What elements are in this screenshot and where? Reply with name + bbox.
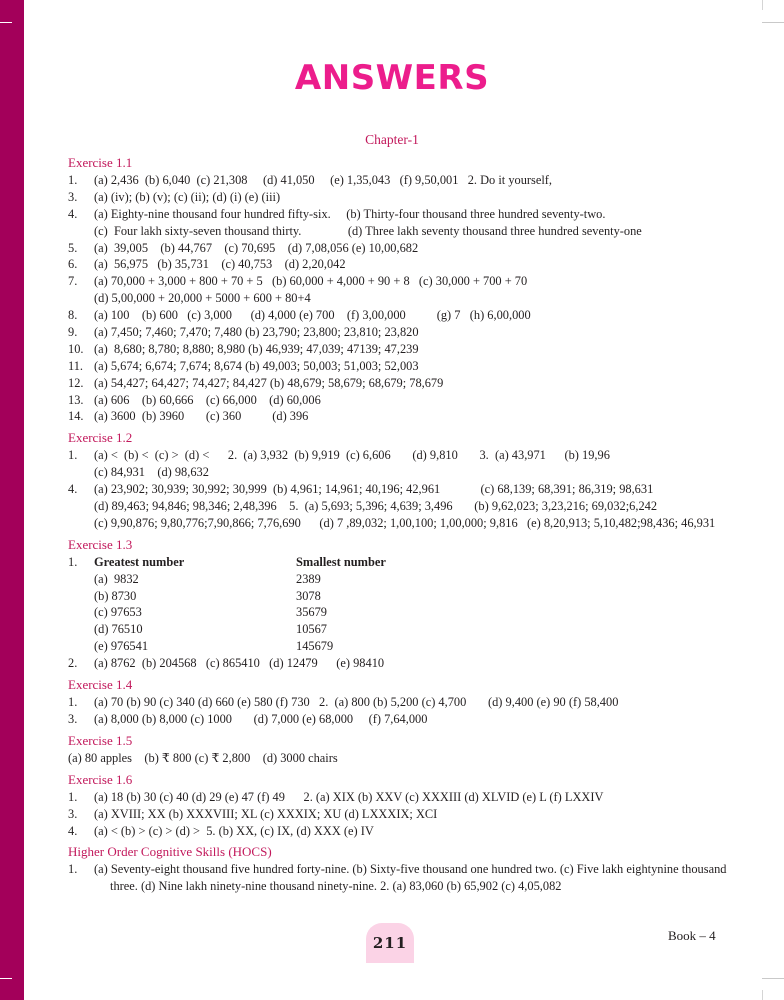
exercise-1-4-answers <box>68 694 736 728</box>
answer-line <box>68 358 736 375</box>
question-number: 6. <box>68 257 78 272</box>
greatest-number-cell: (d) 76510 <box>94 622 143 637</box>
answer-line <box>68 655 736 672</box>
exercise-1-3-answers <box>68 554 736 672</box>
answer-text: (a) 70 (b) 90 (c) 340 (d) 660 (e) 580 (f) 730 2. (a) 800 (b) 5,200 (c) 4,700 (d) 9,400 (e) 90 (f) 58,400 <box>94 695 619 710</box>
answer-text: (a) < (b) > (c) > (d) > 5. (b) XX, (c) IX, (d) XXX (e) IV <box>94 823 374 838</box>
question-number: 1. <box>68 695 78 710</box>
question-number: 5. <box>68 240 78 255</box>
question-number <box>68 464 94 481</box>
answer-line <box>68 861 736 895</box>
answer-text: (a) 606 (b) 60,666 (c) 66,000 (d) 60,006 <box>94 392 321 407</box>
answer-line <box>68 341 736 358</box>
answer-text: (a) 8762 (b) 204568 (c) 865410 (d) 12479 (e) 98410 <box>94 656 385 671</box>
exercise-heading: Exercise 1.4 <box>68 677 133 693</box>
page-title: ANSWERS <box>294 58 490 98</box>
table-row <box>68 604 736 621</box>
question-number <box>68 498 94 515</box>
answer-line <box>68 750 736 767</box>
question-number: 12. <box>68 375 84 390</box>
crop-mark <box>0 22 12 23</box>
answer-text: (a) Seventy-eight thousand five hundred forty-nine. (b) Sixty-five thousand one hundred two. (c) Five lakh eightynine thousand three. (d) Nine lakh ninety-nine thousand ninety-nine. 2. (a) 83,060 (b) 65,902 (c) 4,05,082 <box>94 862 727 894</box>
question-number: 4. <box>68 482 78 497</box>
exercise-1-1-answers <box>68 172 736 425</box>
answer-text: (d) 5,00,000 + 20,000 + 5000 + 600 + 80+4 <box>94 291 311 306</box>
crop-mark <box>762 22 784 23</box>
answer-text: (a) 8,000 (b) 8,000 (c) 1000 (d) 7,000 (e) 68,000 (f) 7,64,000 <box>94 711 428 726</box>
greatest-number-cell: (b) 8730 <box>94 588 137 603</box>
answer-line <box>68 392 736 409</box>
question-number: 3. <box>68 711 78 726</box>
question-number: 14. <box>68 409 84 424</box>
table-row <box>68 621 736 638</box>
answer-line <box>68 515 736 532</box>
question-number: 9. <box>68 325 78 340</box>
answer-text: (a) 3600 (b) 3960 (c) 360 (d) 396 <box>94 409 309 424</box>
smallest-number-cell: 10567 <box>296 622 327 637</box>
exercise-heading: Exercise 1.2 <box>68 430 133 446</box>
exercise-1-2-answers <box>68 447 736 531</box>
crop-mark <box>762 990 763 1000</box>
answer-text: (a) < (b) < (c) > (d) < 2. (a) 3,932 (b) 9,919 (c) 6,606 (d) 9,810 3. (a) 43,971 (b) 19,96 <box>94 448 610 463</box>
crop-mark <box>762 0 763 10</box>
page-number: 211 <box>366 923 414 963</box>
answer-text: (a) 5,674; 6,674; 7,674; 8,674 (b) 49,003; 50,003; 51,003; 52,003 <box>94 358 419 373</box>
column-header: Smallest number <box>296 554 386 569</box>
question-number: 2. <box>68 656 78 671</box>
exercise-heading: Exercise 1.3 <box>68 536 133 552</box>
question-number: 1. <box>68 789 78 804</box>
exercise-heading: Exercise 1.5 <box>68 732 133 748</box>
answer-text: (a) 39,005 (b) 44,767 (c) 70,695 (d) 7,08,056 (e) 10,00,682 <box>94 240 419 255</box>
answer-line <box>68 464 736 481</box>
answer-line <box>68 694 736 711</box>
left-color-band <box>0 0 24 1000</box>
question-number: 11. <box>68 358 84 373</box>
question-number: 4. <box>68 206 78 221</box>
smallest-number-cell: 145679 <box>296 639 334 654</box>
greatest-number-cell: (c) 97653 <box>94 605 142 620</box>
question-number: 1. <box>68 862 78 877</box>
answer-line <box>68 447 736 464</box>
answer-text: (c) 84,931 (d) 98,632 <box>94 465 209 480</box>
question-number: 1. <box>68 173 78 187</box>
answer-text: (a) 54,427; 64,427; 74,427; 84,427 (b) 48,679; 58,679; 68,679; 78,679 <box>94 375 444 390</box>
answer-text: (c) 9,90,876; 9,80,776;7,90,866; 7,76,690 (d) 7 ,89,032; 1,00,100; 1,00,000; 9,816 (e) 8,20,913; 5,10,482;98,436; 46,931 <box>94 515 716 530</box>
answer-line <box>68 307 736 324</box>
table-row <box>68 571 736 588</box>
answer-line <box>68 290 736 307</box>
answer-text: (a) 100 (b) 600 (c) 3,000 (d) 4,000 (e) 700 (f) 3,00,000 (g) 7 (h) 6,00,000 <box>94 308 531 323</box>
answer-line <box>68 554 736 571</box>
answer-line <box>68 711 736 728</box>
answer-line <box>68 206 736 223</box>
answer-text: (a) XVIII; XX (b) XXXVIII; XL (c) XXXIX; XU (d) LXXXIX; XCI <box>94 806 438 821</box>
answer-line <box>68 324 736 341</box>
answer-text: (a) (iv); (b) (v); (c) (ii); (d) (i) (e) (iii) <box>94 189 281 204</box>
answer-line <box>68 240 736 257</box>
question-number: 13. <box>68 392 84 407</box>
question-number: 1. <box>68 554 78 569</box>
question-number: 3. <box>68 806 78 821</box>
answer-text: (a) 56,975 (b) 35,731 (c) 40,753 (d) 2,20,042 <box>94 257 346 272</box>
question-number: 7. <box>68 274 78 289</box>
crop-mark <box>762 978 784 979</box>
answer-text: (a) 7,450; 7,460; 7,470; 7,480 (b) 23,790; 23,800; 23,810; 23,820 <box>94 325 419 340</box>
table-row <box>68 588 736 605</box>
answers-content <box>68 150 736 895</box>
answer-text: (a) 70,000 + 3,000 + 800 + 70 + 5 (b) 60,000 + 4,000 + 90 + 8 (c) 30,000 + 700 + 70 <box>94 274 528 289</box>
smallest-number-cell: 2389 <box>296 571 321 586</box>
answer-text: (d) 89,463; 94,846; 98,346; 2,48,396 5. (a) 5,693; 5,396; 4,639; 3,496 (b) 9,62,023; 3,23,216; 69,032;6,242 <box>94 499 658 514</box>
answer-line <box>68 789 736 806</box>
question-number: 8. <box>68 308 78 323</box>
answer-text: (a) Eighty-nine thousand four hundred fifty-six. (b) Thirty-four thousand three hundred seventy-two. <box>94 206 606 221</box>
question-number <box>68 223 94 240</box>
answer-text: (c) Four lakh sixty-seven thousand thirty. (d) Three lakh seventy thousand three hundred seventy-one <box>94 223 642 238</box>
answer-line <box>68 375 736 392</box>
book-label: Book – 4 <box>668 928 716 943</box>
question-number: 10. <box>68 341 84 356</box>
question-number: 1. <box>68 448 78 463</box>
exercise-1-6-answers <box>68 789 736 840</box>
exercise-heading: Exercise 1.1 <box>68 155 133 170</box>
answer-line <box>68 806 736 823</box>
answer-line <box>68 172 736 189</box>
smallest-number-cell: 35679 <box>296 605 327 620</box>
answer-line <box>68 481 736 498</box>
question-number: 3. <box>68 189 78 204</box>
chapter-heading: Chapter-1 <box>365 132 419 147</box>
answer-line <box>68 189 736 206</box>
answer-text: (a) 23,902; 30,939; 30,992; 30,999 (b) 4,961; 14,961; 40,196; 42,961 (c) 68,139; 68,391; 86,319; 98,631 <box>94 482 654 497</box>
greatest-number-cell: (a) 9832 <box>94 571 139 586</box>
question-number <box>68 290 94 307</box>
answer-line <box>68 498 736 515</box>
smallest-number-cell: 3078 <box>296 588 321 603</box>
column-header: Greatest number <box>94 554 185 569</box>
answer-line <box>68 256 736 273</box>
crop-mark <box>0 978 12 979</box>
exercise-heading: Higher Order Cognitive Skills (HOCS) <box>68 844 272 860</box>
question-number <box>68 515 94 532</box>
exercise-heading: Exercise 1.6 <box>68 771 133 787</box>
table-row <box>68 638 736 655</box>
answer-line <box>68 823 736 840</box>
answer-line <box>68 223 736 240</box>
answer-text: (a) 80 apples (b) ₹ 800 (c) ₹ 2,800 (d) 3000 chairs <box>68 750 338 765</box>
answer-line <box>68 408 736 425</box>
greatest-number-cell: (e) 976541 <box>94 639 149 654</box>
answer-text: (a) 18 (b) 30 (c) 40 (d) 29 (e) 47 (f) 49 2. (a) XIX (b) XXV (c) XXXIII (d) XLVID (e) L (f) LXXIV <box>94 789 604 804</box>
answer-line <box>68 273 736 290</box>
answer-text: (a) 8,680; 8,780; 8,880; 8,980 (b) 46,939; 47,039; 47139; 47,239 <box>94 341 419 356</box>
answer-text: (a) 2,436 (b) 6,040 (c) 21,308 (d) 41,050 (e) 1,35,043 (f) 9,50,001 2. Do it yourself, <box>94 173 553 187</box>
question-number: 4. <box>68 823 78 838</box>
